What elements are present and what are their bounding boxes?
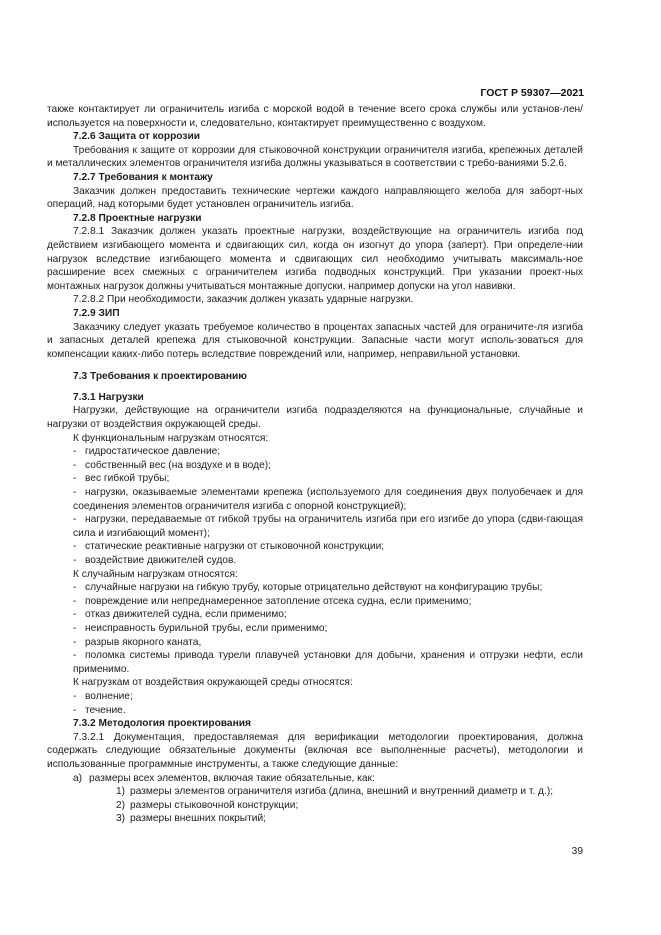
list-item-text: гидростатическое давление; [85, 446, 221, 458]
list-item [47, 554, 583, 568]
list-item-text: собственный вес (на воздухе и в воде); [85, 459, 271, 471]
list-item-text: неисправность бурильной трубы, если применимо; [85, 622, 328, 634]
section-heading: 7.2.6 Защита от коррозии [73, 131, 200, 143]
section-heading: 7.3.2 Методология проектирования [73, 718, 251, 730]
list-item-text: отказ движителей судна, если применимо; [85, 609, 287, 621]
list-dash: - [73, 582, 77, 594]
item-marker: 2) [116, 799, 126, 811]
list-dash: - [73, 514, 77, 526]
list-item [47, 445, 583, 459]
enumerated-item [47, 785, 583, 799]
list-item [47, 486, 583, 513]
section-heading: 7.3 Требования к проектированию [73, 371, 247, 383]
list-item-text: нагрузки, передаваемые от гибкой трубы на ограничитель изгиба при его изгибе до упора (сдви-гающая сила и изгибающий момент); [73, 514, 583, 539]
list-item-text: повреждение или непреднамеренное затопление отсека судна, если применимо; [85, 595, 472, 607]
list-item-text: воздействие движителей судов. [85, 555, 237, 566]
list-item-text: поломка системы привода турели плавучей установки для добычи, хранения и отгрузки нефти, если применимо. [73, 650, 583, 675]
list-item-text: нагрузки, оказываемые элементами крепежа (используемого для соединения двух полуобечаек и для соединения элементов ограничителя изгиба с опорной конструкцией); [73, 487, 583, 512]
list-dash: - [73, 595, 77, 607]
list-item [47, 540, 583, 554]
section-heading: 7.2.9 ЗИП [73, 307, 120, 319]
section-heading: 7.3.1 Нагрузки [73, 391, 144, 403]
list-item [47, 622, 583, 636]
list-item [47, 472, 583, 486]
body-paragraph: К случайным нагрузкам относятся: [73, 568, 238, 580]
item-text: размеры стыковочной конструкции; [130, 799, 299, 811]
list-dash: - [73, 704, 77, 716]
list-dash: - [73, 555, 77, 566]
list-item [47, 690, 583, 704]
list-item [47, 636, 583, 650]
list-dash: - [73, 459, 77, 471]
item-text: размеры элементов ограничителя изгиба (длина, внешний и внутренний диаметр и т. д.); [130, 786, 554, 798]
item-text: размеры всех элементов, включая такие обязательные, как: [89, 772, 375, 784]
list-dash: - [73, 446, 77, 458]
document-body [47, 103, 583, 826]
list-item [47, 513, 583, 540]
body-paragraph: Заказчик должен предоставить технические чертежи каждого направляющего желоба для заборт-ных операций, над которыми будет установлен ограничитель изгиба. [47, 185, 583, 211]
item-marker: а) [73, 772, 83, 784]
list-item [47, 581, 583, 595]
list-dash: - [73, 690, 77, 702]
list-dash: - [73, 487, 77, 499]
section-heading: 7.2.8 Проектные нагрузки [73, 212, 202, 224]
list-item [47, 595, 583, 609]
body-paragraph: 7.2.8.2 При необходимости, заказчик должен указать ударные нагрузки. [73, 294, 414, 306]
body-paragraph: К функциональным нагрузкам относятся: [73, 432, 269, 444]
body-paragraph: Требования к защите от коррозии для стыковочной конструкции ограничителя изгиба, крепежных деталей и металлических элементов ограничителя изгиба должны указываться в соответствии с требо-ваниями 5.2.6. [47, 144, 583, 170]
item-marker: 3) [116, 813, 126, 825]
list-item-text: разрыв якорного каната, [85, 636, 202, 648]
body-paragraph: 7.3.2.1 Документация, предоставляемая для верификации методологии проектирования, должна содержать следующие обязательные документы (включая все выполненные расчеты), методологии и использованные программные инструменты, а также следующие данные: [47, 731, 583, 770]
list-item [47, 459, 583, 473]
body-paragraph: Заказчику следует указать требуемое количество в процентах запасных частей для ограничите-ля изгиба и запасных деталей крепежа для стыковочной конструкции. Запасные части могут исполь-зоваться для компенсации каких-либо потерь вследствие повреждений или, например, неправильной установки. [47, 321, 583, 360]
list-dash: - [73, 609, 77, 621]
body-paragraph: К нагрузкам от воздействия окружающей среды относятся: [73, 677, 353, 689]
list-dash: - [73, 473, 77, 485]
list-dash: - [73, 650, 77, 662]
list-item [47, 704, 583, 718]
list-item-text: волнение; [85, 690, 133, 702]
list-item-text: течение. [85, 704, 126, 716]
list-dash: - [73, 541, 77, 553]
list-item [47, 608, 583, 622]
enumerated-item [47, 812, 583, 826]
enumerated-item [47, 772, 583, 786]
body-paragraph: Нагрузки, действующие на ограничители изгиба подразделяются на функциональные, случайные и нагрузки от воздействия окружающей среды. [47, 405, 583, 431]
list-dash: - [73, 622, 77, 634]
list-item-text: вес гибкой трубы; [85, 473, 170, 485]
list-item-text: статические реактивные нагрузки от стыковочной конструкции; [85, 541, 385, 553]
list-item-text: случайные нагрузки на гибкую трубу, которые отрицательно действуют на конфигурацию трубы; [85, 582, 543, 594]
enumerated-item [47, 799, 583, 813]
section-heading: 7.2.7 Требования к монтажу [73, 171, 213, 183]
body-paragraph: 7.2.8.1 Заказчик должен указать проектные нагрузки, воздействующие на ограничитель изгиба под действием изгибающего момента и сдвигающих сил, когда он изогнут до упора (заперт). При определе-нии нагрузок вследствие изгибающего момента и сдвигающих сил необходимо учитывать максималь-ное расширение всех смежных с ограничителем изгиба подводных конструкций. При указании проект-ных монтажных нагрузок должны учитываться монтажные допуски, например допуски на угол навивки. [47, 226, 583, 292]
standard-header: ГОСТ Р 59307—2021 [480, 87, 584, 99]
item-text: размеры внешних покрытий; [130, 813, 266, 825]
list-dash: - [73, 636, 77, 648]
body-paragraph: также контактирует ли ограничитель изгиба с морской водой в течение всего срока службы или установ-лен/используется на поверхности и, следовательно, контактирует преимущественно с воздухом. [47, 104, 583, 129]
page-number: 39 [571, 846, 583, 857]
item-marker: 1) [116, 786, 126, 798]
list-item [47, 649, 583, 676]
